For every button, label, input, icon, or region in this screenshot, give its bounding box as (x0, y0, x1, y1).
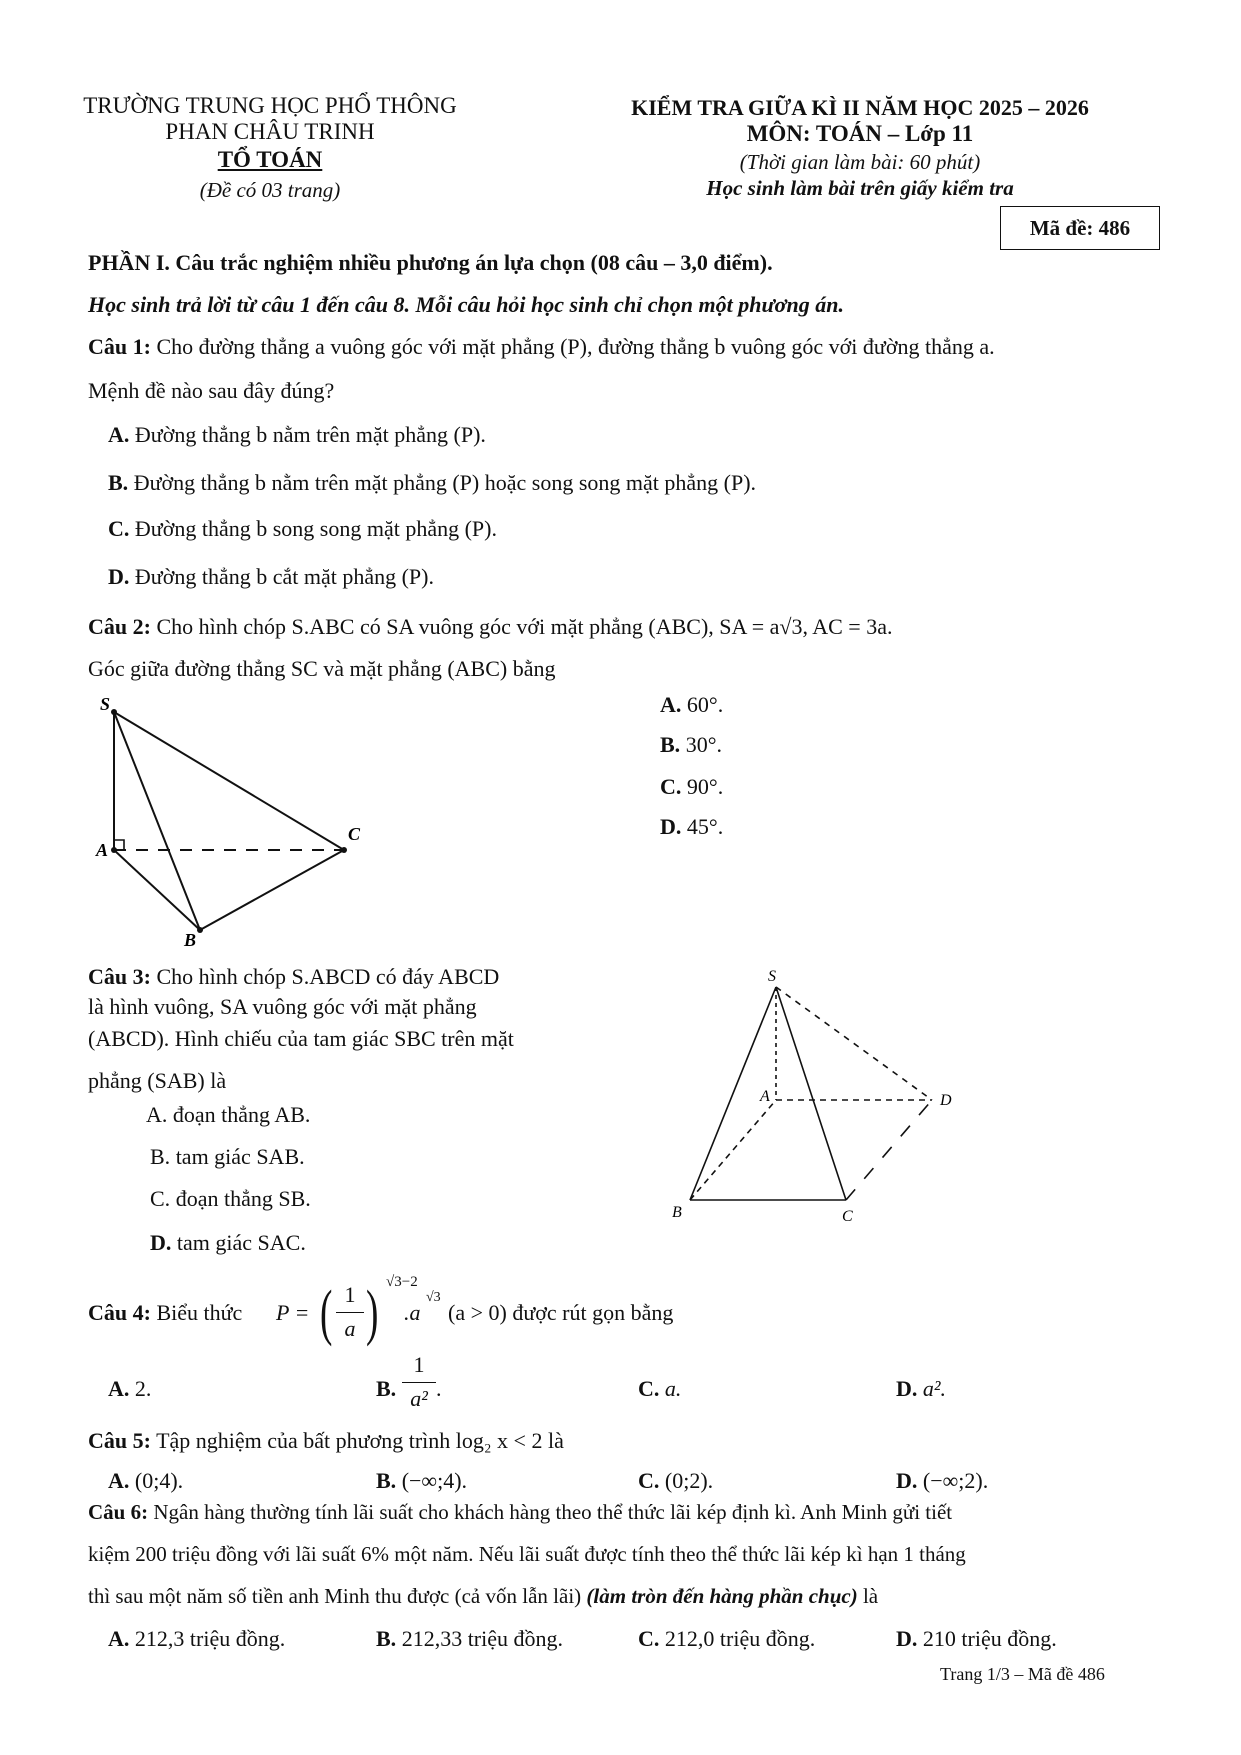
q6-option-b-key: B. (376, 1626, 397, 1651)
school-name-2: PHAN CHÂU TRINH (165, 119, 375, 144)
q1-option-a-text: Đường thẳng b nằm trên mặt phẳng (P). (134, 422, 486, 447)
q5-option-a-key: A. (108, 1468, 130, 1493)
q4-line (88, 1300, 242, 1326)
exam-code-box (1000, 206, 1160, 250)
exam-code: Mã đề: 486 (1029, 216, 1131, 240)
q2-text1: Cho hình chóp S.ABC có SA vuông góc với mặt phẳng (ABC), SA = a√3, AC = 3a. (156, 614, 893, 639)
q6-option-d[interactable] (896, 1626, 1057, 1652)
q6-option-b[interactable] (376, 1626, 563, 1652)
q2-option-b-key: B. (660, 732, 681, 757)
q6-text3-bold: (làm tròn đến hàng phần chục) (586, 1584, 858, 1608)
q3-option-b-key: B. (150, 1144, 171, 1169)
page-footer: Trang 1/3 – Mã đề 486 (940, 1664, 1105, 1684)
label-S: S (100, 694, 111, 714)
q6-option-c-key: C. (638, 1626, 660, 1651)
q3-option-a[interactable] (146, 1102, 310, 1128)
q2-label: Câu 2: (88, 614, 151, 639)
q1-option-d-text: Đường thẳng b cắt mặt phẳng (P). (134, 564, 434, 589)
q3-label: Câu 3: (88, 964, 151, 989)
q2-option-a-text: 60°. (686, 692, 724, 717)
q3-line1 (88, 964, 499, 990)
q3-option-d-key: D. (150, 1230, 172, 1255)
edge-CD (846, 1100, 932, 1200)
q5-option-b[interactable] (376, 1468, 467, 1494)
q1-option-b[interactable] (108, 470, 756, 496)
edge-SC (776, 987, 846, 1200)
q3-option-b[interactable] (150, 1144, 305, 1170)
q4-condition: (a > 0) được rút gọn bằng (448, 1300, 674, 1325)
edge-SD (776, 987, 932, 1100)
exam-title: KIỂM TRA GIỮA KÌ II NĂM HỌC 2025 – 2026 (631, 95, 1089, 120)
q4-paren-right: ) (366, 1279, 379, 1347)
q2-option-d-key: D. (660, 814, 682, 839)
q2-option-a-key: A. (660, 692, 682, 717)
q4-option-a-key: A. (108, 1376, 130, 1401)
q4-option-d[interactable] (896, 1376, 946, 1402)
q6-option-b-text: 212,33 triệu đồng. (401, 1626, 564, 1651)
q1-option-c-key: C. (108, 516, 130, 541)
q6-option-a-key: A. (108, 1626, 130, 1651)
q5-option-c-text: (0;2). (664, 1468, 714, 1493)
edge-SB (114, 712, 200, 930)
time-note: (Thời gian làm bài: 60 phút) (739, 150, 981, 174)
q5-option-b-key: B. (376, 1468, 397, 1493)
q4-option-a-text: 2. (134, 1376, 152, 1401)
q4-exponent: √3−2 (386, 1274, 418, 1290)
school-name: TRƯỜNG TRUNG HỌC PHỔ THÔNG (83, 93, 457, 118)
q1-option-c-text: Đường thẳng b song song mặt phẳng (P). (134, 516, 497, 541)
q3-line3: (ABCD). Hình chiếu của tam giác SBC trên mặt (88, 1026, 514, 1051)
q6-text3-end: là (862, 1584, 879, 1608)
q6-option-a[interactable] (108, 1626, 285, 1652)
q4-option-d-key: D. (896, 1376, 918, 1401)
q1-text1: Cho đường thẳng a vuông góc với mặt phẳng (P), đường thẳng b vuông góc với đường thẳng a. (156, 334, 995, 359)
q4-tail-base: .a (404, 1300, 421, 1325)
q1-text2: Mệnh đề nào sau đây đúng? (88, 378, 335, 403)
subject-title: MÔN: TOÁN – Lớp 11 (746, 121, 974, 146)
q5-option-c-key: C. (638, 1468, 660, 1493)
q2-line1 (88, 614, 892, 640)
q5-option-d-key: D. (896, 1468, 918, 1493)
q1-option-d[interactable] (108, 564, 434, 590)
q2-option-c[interactable] (660, 774, 723, 800)
q6-text2: kiệm 200 triệu đồng với lãi suất 6% một năm. Nếu lãi suất được tính theo thể thức lãi kép kì hạn 1 tháng (88, 1542, 966, 1566)
q1-option-d-key: D. (108, 564, 130, 589)
q3-option-d-text: tam giác SAC. (176, 1230, 306, 1255)
part1-instruction: Học sinh trả lời từ câu 1 đến câu 8. Mỗi câu hỏi học sinh chỉ chọn một phương án. (88, 292, 844, 317)
q1-option-a-key: A. (108, 422, 130, 447)
q4-frac-num: 1 (344, 1282, 356, 1307)
q2-option-d[interactable] (660, 814, 723, 840)
label-D: D (940, 1092, 952, 1109)
q4-P: P = (276, 1300, 310, 1325)
q3-line1-text: Cho hình chóp S.ABCD có đáy ABCD (156, 964, 500, 989)
q4-option-a[interactable] (108, 1376, 151, 1402)
q4-option-c[interactable] (638, 1376, 681, 1402)
q6-option-d-text: 210 triệu đồng. (922, 1626, 1057, 1651)
q3-pyramid-figure (660, 965, 960, 1230)
q4-option-b-suffix: . (436, 1376, 442, 1401)
department: TỔ TOÁN (217, 147, 323, 172)
q5-option-a[interactable] (108, 1468, 183, 1494)
paper-note: Học sinh làm bài trên giấy kiểm tra (706, 176, 1014, 200)
q3-option-a-text: đoạn thẳng AB. (172, 1102, 311, 1127)
q3-option-c-text: đoạn thẳng SB. (175, 1186, 311, 1211)
q6-text1: Ngân hàng thường tính lãi suất cho khách hàng theo thể thức lãi kép định kì. Anh Minh gửi tiết (153, 1500, 953, 1524)
q6-option-a-text: 212,3 triệu đồng. (134, 1626, 286, 1651)
q2-option-a[interactable] (660, 692, 723, 718)
edge-AB (690, 1100, 776, 1200)
q5-option-d[interactable] (896, 1468, 988, 1494)
q1-option-b-text: Đường thẳng b nằm trên mặt phẳng (P) hoặc song song mặt phẳng (P). (133, 470, 757, 495)
label-B: B (184, 930, 197, 950)
label-B: B (672, 1204, 682, 1221)
q3-option-c-key: C. (150, 1186, 171, 1211)
q4-option-b[interactable] (376, 1352, 456, 1422)
q1-option-a[interactable] (108, 422, 486, 448)
edge-SC (114, 712, 344, 850)
label-A: A (760, 1088, 770, 1105)
q6-option-c[interactable] (638, 1626, 815, 1652)
q1-option-c[interactable] (108, 516, 497, 542)
edge-BC (200, 850, 344, 930)
q4-frac-bar (336, 1312, 364, 1313)
q5-label: Câu 5: (88, 1428, 151, 1453)
q1-line1 (88, 334, 995, 360)
q5-text: Tập nghiệm của bất phương trình log₂ x < 2 là (156, 1428, 564, 1453)
q4-option-c-text: a. (664, 1376, 682, 1401)
q2-option-b-text: 30°. (685, 732, 722, 757)
q5-option-c[interactable] (638, 1468, 713, 1494)
q5-option-a-text: (0;4). (134, 1468, 184, 1493)
q1-option-b-key: B. (108, 470, 129, 495)
q1-label: Câu 1: (88, 334, 151, 359)
q3-line4: phẳng (SAB) là (88, 1068, 227, 1093)
q6-label: Câu 6: (88, 1500, 149, 1524)
q2-option-d-text: 45°. (686, 814, 724, 839)
q4-tail-exp: √3 (426, 1290, 441, 1305)
q4-option-b-den: a² (410, 1386, 428, 1411)
label-S: S (768, 968, 776, 985)
q4-option-b-bar (402, 1382, 436, 1383)
q4-paren-left: ( (320, 1279, 333, 1347)
q5-line (88, 1428, 564, 1454)
page-count-note: (Đề có 03 trang) (199, 178, 341, 202)
q4-option-d-text: a². (922, 1376, 946, 1401)
q4-option-c-key: C. (638, 1376, 660, 1401)
label-C: C (348, 824, 361, 844)
q2-option-c-key: C. (660, 774, 682, 799)
q2-pyramid-figure (90, 690, 380, 950)
q4-option-b-num: 1 (413, 1352, 425, 1377)
q6-text3: thì sau một năm số tiền anh Minh thu được (cả vốn lẫn lãi) (88, 1584, 582, 1608)
q4-option-b-key: B. (376, 1376, 397, 1401)
q6-line1 (88, 1500, 952, 1525)
q5-option-d-text: (−∞;2). (922, 1468, 989, 1493)
q3-option-c[interactable] (150, 1186, 311, 1212)
q6-option-d-key: D. (896, 1626, 918, 1651)
edge-AB (114, 850, 200, 930)
q6-option-c-text: 212,0 triệu đồng. (664, 1626, 816, 1651)
q4-text-before: Biểu thức (156, 1300, 243, 1325)
q2-option-c-text: 90°. (686, 774, 724, 799)
q3-line2: là hình vuông, SA vuông góc với mặt phẳng (88, 994, 477, 1019)
label-A: A (96, 840, 109, 860)
q5-option-b-text: (−∞;4). (401, 1468, 468, 1493)
q4-label: Câu 4: (88, 1300, 151, 1325)
q6-line3 (88, 1584, 878, 1609)
q3-option-d[interactable] (150, 1230, 306, 1256)
part1-title: PHẦN I. Câu trắc nghiệm nhiều phương án lựa chọn (08 câu – 3,0 điểm). (88, 250, 773, 275)
q3-option-b-text: tam giác SAB. (175, 1144, 305, 1169)
q2-option-b[interactable] (660, 732, 722, 758)
q3-option-a-key: A. (146, 1102, 168, 1127)
q2-text2: Góc giữa đường thẳng SC và mặt phẳng (ABC) bằng (88, 656, 556, 681)
q4-frac-den: a (344, 1316, 356, 1341)
label-C: C (842, 1208, 853, 1225)
